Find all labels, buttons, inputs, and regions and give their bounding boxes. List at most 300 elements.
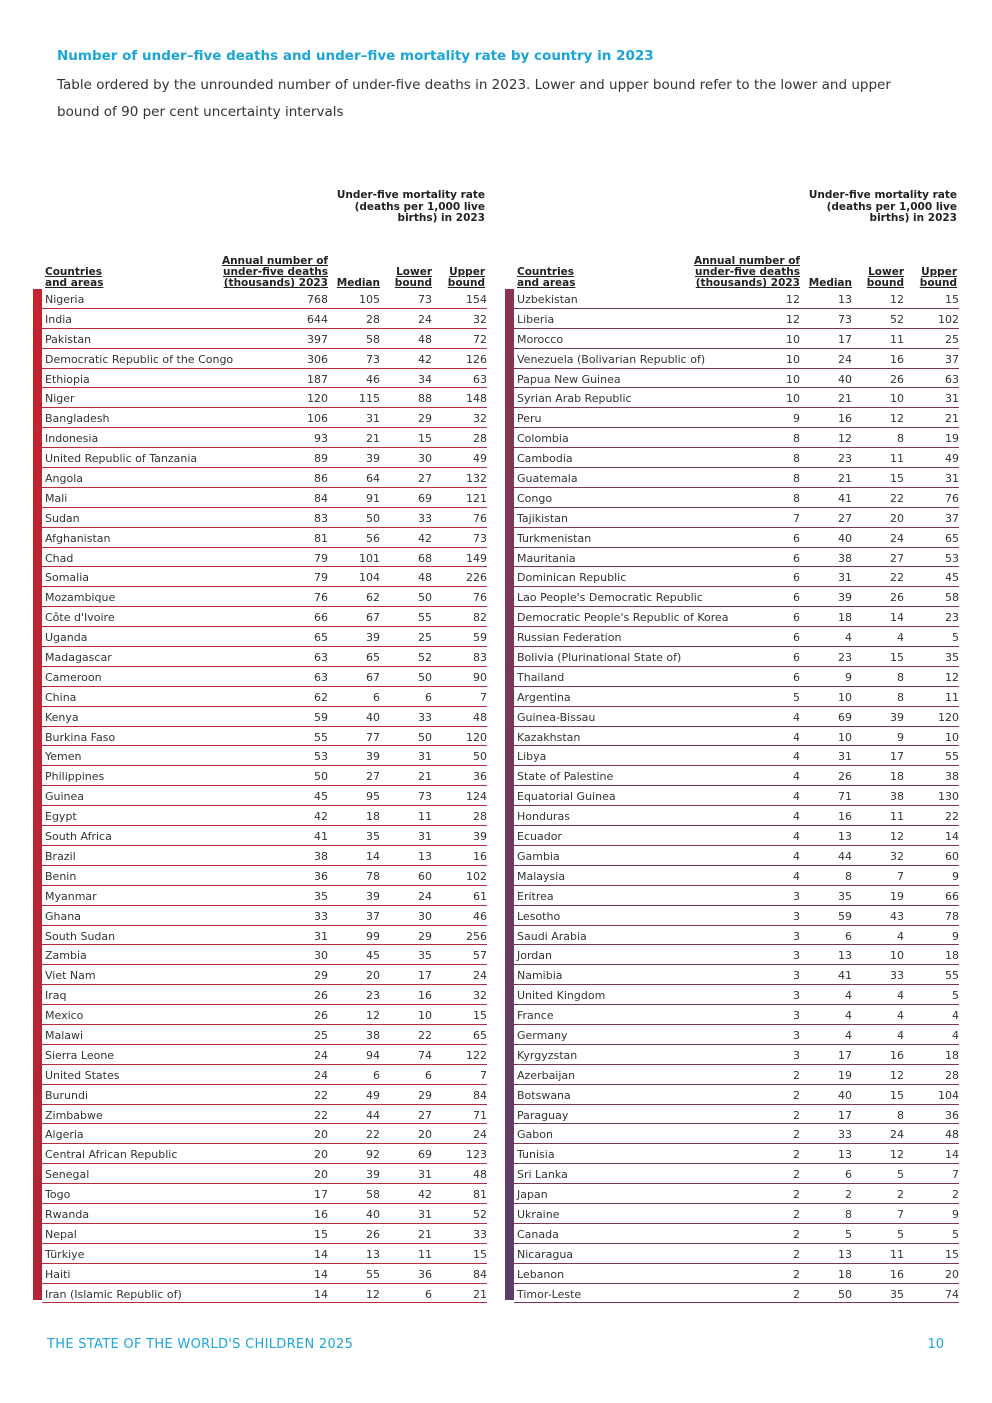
country-name: Lao People's Democratic Republic [517, 591, 703, 605]
table-row [514, 786, 959, 806]
median-value: 56 [366, 531, 380, 545]
upper-bound: 73 [473, 531, 487, 545]
annual-deaths: 93 [314, 432, 328, 446]
median-value: 39 [366, 452, 380, 466]
table-row [42, 786, 487, 806]
country-name: Morocco [517, 332, 564, 346]
upper-bound: 55 [945, 750, 959, 764]
table-row [514, 766, 959, 786]
country-name: Bolivia (Plurinational State of) [517, 651, 682, 665]
annual-deaths: 6 [793, 611, 800, 625]
country-name: Niger [45, 392, 75, 406]
country-name: Indonesia [45, 432, 99, 446]
table-row [42, 707, 487, 727]
header-country: Countries and areas [45, 266, 104, 289]
annual-deaths: 2 [793, 1168, 800, 1182]
upper-bound: 149 [466, 551, 487, 565]
lower-bound: 8 [897, 670, 904, 684]
median-value: 67 [366, 670, 380, 684]
lower-bound: 30 [418, 452, 432, 466]
table-row [42, 329, 487, 349]
table-row [514, 826, 959, 846]
median-value: 44 [366, 1108, 380, 1122]
table-row [42, 906, 487, 926]
upper-bound: 23 [945, 611, 959, 625]
lower-bound: 24 [418, 312, 432, 326]
table-row [42, 1124, 487, 1144]
table-row [514, 1025, 959, 1045]
upper-bound: 36 [945, 1108, 959, 1122]
table-row [514, 1085, 959, 1105]
lower-bound: 24 [890, 1128, 904, 1142]
upper-bound: 71 [473, 1108, 487, 1122]
upper-bound: 9 [952, 869, 959, 883]
country-name: Botswana [517, 1088, 571, 1102]
upper-bound: 76 [473, 511, 487, 525]
header-country: Countries and areas [517, 266, 576, 289]
lower-bound: 29 [418, 1088, 432, 1102]
lower-bound: 14 [890, 611, 904, 625]
annual-deaths: 36 [314, 869, 328, 883]
lower-bound: 35 [890, 1287, 904, 1301]
table-row [42, 567, 487, 587]
country-name: United Kingdom [517, 989, 606, 1003]
table-row [42, 1144, 487, 1164]
median-value: 23 [838, 651, 852, 665]
upper-bound: 83 [473, 651, 487, 665]
header-upper: Upper bound [447, 266, 485, 289]
lower-bound: 33 [890, 969, 904, 983]
upper-bound: 123 [466, 1148, 487, 1162]
country-name: Côte d'Ivoire [45, 611, 115, 625]
median-value: 13 [838, 1148, 852, 1162]
country-name: Japan [517, 1188, 548, 1202]
median-value: 41 [838, 969, 852, 983]
median-value: 39 [366, 631, 380, 645]
annual-deaths: 2 [793, 1207, 800, 1221]
annual-deaths: 16 [314, 1207, 328, 1221]
upper-bound: 90 [473, 670, 487, 684]
lower-bound: 15 [418, 432, 432, 446]
annual-deaths: 14 [314, 1267, 328, 1281]
annual-deaths: 2 [793, 1287, 800, 1301]
country-name: Turkmenistan [517, 531, 592, 545]
lower-bound: 60 [418, 869, 432, 883]
median-value: 4 [845, 989, 852, 1003]
table-row [514, 965, 959, 985]
median-value: 39 [838, 591, 852, 605]
annual-deaths: 20 [314, 1168, 328, 1182]
annual-deaths: 9 [793, 412, 800, 426]
country-name: Russian Federation [517, 631, 622, 645]
lower-bound: 8 [897, 690, 904, 704]
median-value: 45 [366, 949, 380, 963]
lower-bound: 19 [890, 889, 904, 903]
annual-deaths: 79 [314, 551, 328, 565]
upper-bound: 22 [945, 810, 959, 824]
annual-deaths: 10 [786, 392, 800, 406]
annual-deaths: 6 [793, 551, 800, 565]
upper-bound: 63 [945, 372, 959, 386]
table-row [514, 428, 959, 448]
upper-bound: 84 [473, 1088, 487, 1102]
median-value: 4 [845, 1028, 852, 1042]
median-value: 40 [838, 372, 852, 386]
annual-deaths: 20 [314, 1148, 328, 1162]
country-name: Paraguay [517, 1108, 569, 1122]
table-row [42, 1244, 487, 1264]
country-name: Liberia [517, 312, 555, 326]
table-row [514, 567, 959, 587]
upper-bound: 53 [945, 551, 959, 565]
upper-bound: 48 [945, 1128, 959, 1142]
annual-deaths: 63 [314, 651, 328, 665]
median-value: 58 [366, 1188, 380, 1202]
country-name: Ethiopia [45, 372, 90, 386]
upper-bound: 32 [473, 412, 487, 426]
country-name: Gabon [517, 1128, 553, 1142]
country-name: Saudi Arabia [517, 929, 587, 943]
lower-bound: 10 [418, 1009, 432, 1023]
lower-bound: 9 [897, 730, 904, 744]
median-value: 39 [366, 889, 380, 903]
median-value: 59 [838, 909, 852, 923]
median-value: 12 [366, 1009, 380, 1023]
annual-deaths: 6 [793, 591, 800, 605]
upper-bound: 154 [466, 293, 487, 306]
country-name: Burkina Faso [45, 730, 116, 744]
country-name: Sierra Leone [45, 1048, 115, 1062]
upper-bound: 76 [945, 491, 959, 505]
table-row [514, 945, 959, 965]
lower-bound: 43 [890, 909, 904, 923]
median-value: 20 [366, 969, 380, 983]
upper-bound: 21 [945, 412, 959, 426]
column-headers [505, 254, 960, 289]
median-value: 9 [845, 670, 852, 684]
upper-bound: 66 [945, 889, 959, 903]
median-value: 58 [366, 332, 380, 346]
lower-bound: 48 [418, 332, 432, 346]
column-headers [33, 254, 488, 289]
country-name: Argentina [517, 690, 571, 704]
annual-deaths: 768 [307, 293, 328, 306]
table-row [514, 806, 959, 826]
median-value: 4 [845, 1009, 852, 1023]
median-value: 18 [366, 810, 380, 824]
header-median: Median [336, 277, 380, 289]
lower-bound: 16 [418, 989, 432, 1003]
lower-bound: 12 [890, 1148, 904, 1162]
median-value: 26 [838, 770, 852, 784]
median-value: 10 [838, 690, 852, 704]
table-row [42, 468, 487, 488]
median-value: 31 [366, 412, 380, 426]
median-value: 95 [366, 790, 380, 804]
table-row [42, 746, 487, 766]
table-row [42, 448, 487, 468]
annual-deaths: 29 [314, 969, 328, 983]
annual-deaths: 2 [793, 1267, 800, 1281]
median-value: 17 [838, 1108, 852, 1122]
country-name: Jordan [517, 949, 552, 963]
country-name: Ukraine [517, 1207, 560, 1221]
upper-bound: 2 [952, 1188, 959, 1202]
annual-deaths: 12 [786, 312, 800, 326]
table-row [514, 508, 959, 528]
table-row [514, 627, 959, 647]
annual-deaths: 24 [314, 1068, 328, 1082]
table-row [514, 1164, 959, 1184]
median-value: 35 [838, 889, 852, 903]
country-name: Benin [45, 869, 77, 883]
upper-bound: 9 [952, 929, 959, 943]
upper-bound: 12 [945, 670, 959, 684]
lower-bound: 73 [418, 293, 432, 306]
table-row [514, 408, 959, 428]
lower-bound: 15 [890, 651, 904, 665]
upper-bound: 20 [945, 1267, 959, 1281]
upper-bound: 72 [473, 332, 487, 346]
upper-bound: 120 [938, 710, 959, 724]
median-value: 10 [838, 730, 852, 744]
annual-deaths: 6 [793, 631, 800, 645]
country-name: Yemen [45, 750, 82, 764]
annual-deaths: 26 [314, 1009, 328, 1023]
country-name: Azerbaijan [517, 1068, 576, 1082]
table-row [514, 846, 959, 866]
country-name: Bangladesh [45, 412, 110, 426]
annual-deaths: 63 [314, 670, 328, 684]
table-row [514, 746, 959, 766]
country-name: Kazakhstan [517, 730, 581, 744]
annual-deaths: 35 [314, 889, 328, 903]
median-value: 31 [838, 571, 852, 585]
table-body [514, 289, 959, 1303]
country-name: Uganda [45, 631, 88, 645]
upper-bound: 19 [945, 432, 959, 446]
annual-deaths: 26 [314, 989, 328, 1003]
upper-bound: 21 [473, 1287, 487, 1301]
lower-bound: 8 [897, 1108, 904, 1122]
annual-deaths: 25 [314, 1028, 328, 1042]
table-row [42, 548, 487, 568]
annual-deaths: 306 [307, 352, 328, 366]
annual-deaths: 5 [793, 690, 800, 704]
table-row [514, 309, 959, 329]
median-value: 26 [366, 1227, 380, 1241]
annual-deaths: 65 [314, 631, 328, 645]
annual-deaths: 10 [786, 352, 800, 366]
country-name: Chad [45, 551, 74, 565]
table-row [514, 548, 959, 568]
country-name: Lebanon [517, 1267, 565, 1281]
table-row [514, 886, 959, 906]
table-row [42, 309, 487, 329]
group-header: Under-five mortality rate (deaths per 1,000 live births) in 2023 [808, 189, 957, 224]
lower-bound: 4 [897, 631, 904, 645]
country-name: Haiti [45, 1267, 71, 1281]
country-name: Ghana [45, 909, 81, 923]
lower-bound: 42 [418, 1188, 432, 1202]
country-name: Venezuela (Bolivarian Republic of) [517, 352, 706, 366]
median-value: 13 [838, 830, 852, 844]
annual-deaths: 644 [307, 312, 328, 326]
table-row [42, 647, 487, 667]
country-name: Senegal [45, 1168, 90, 1182]
table-row [42, 627, 487, 647]
country-name: Tunisia [517, 1148, 555, 1162]
country-name: Mali [45, 491, 68, 505]
lower-bound: 35 [418, 949, 432, 963]
table-row [514, 1204, 959, 1224]
table-row [42, 1204, 487, 1224]
country-name: Dominican Republic [517, 571, 627, 585]
table-row [514, 926, 959, 946]
lower-bound: 7 [897, 869, 904, 883]
annual-deaths: 2 [793, 1148, 800, 1162]
table-body [42, 289, 487, 1303]
lower-bound: 55 [418, 611, 432, 625]
annual-deaths: 24 [314, 1048, 328, 1062]
table-row [42, 369, 487, 389]
upper-bound: 31 [945, 472, 959, 486]
annual-deaths: 20 [314, 1128, 328, 1142]
annual-deaths: 120 [307, 392, 328, 406]
table-row [514, 1264, 959, 1284]
lower-bound: 20 [890, 511, 904, 525]
median-value: 91 [366, 491, 380, 505]
upper-bound: 76 [473, 591, 487, 605]
table-row [514, 1224, 959, 1244]
median-value: 6 [845, 929, 852, 943]
lower-bound: 18 [890, 770, 904, 784]
country-name: South Sudan [45, 929, 116, 943]
country-name: Rwanda [45, 1207, 90, 1221]
lower-bound: 68 [418, 551, 432, 565]
upper-bound: 9 [952, 1207, 959, 1221]
median-value: 21 [838, 472, 852, 486]
lower-bound: 29 [418, 412, 432, 426]
median-value: 78 [366, 869, 380, 883]
annual-deaths: 3 [793, 1009, 800, 1023]
median-value: 17 [838, 1048, 852, 1062]
group-header: Under-five mortality rate (deaths per 1,000 live births) in 2023 [336, 189, 485, 224]
lower-bound: 12 [890, 1068, 904, 1082]
upper-bound: 61 [473, 889, 487, 903]
table-row [514, 1105, 959, 1125]
table-row [42, 408, 487, 428]
upper-bound: 4 [952, 1009, 959, 1023]
median-value: 8 [845, 1207, 852, 1221]
lower-bound: 31 [418, 830, 432, 844]
country-name: Mauritania [517, 551, 576, 565]
upper-bound: 49 [473, 452, 487, 466]
annual-deaths: 106 [307, 412, 328, 426]
country-name: Angola [45, 472, 84, 486]
upper-bound: 45 [945, 571, 959, 585]
median-value: 44 [838, 849, 852, 863]
upper-bound: 84 [473, 1267, 487, 1281]
table-row [514, 289, 959, 309]
annual-deaths: 4 [793, 750, 800, 764]
upper-bound: 104 [938, 1088, 959, 1102]
table-row [514, 1144, 959, 1164]
country-name: Thailand [517, 670, 565, 684]
country-name: Guinea [45, 790, 85, 804]
upper-bound: 11 [945, 690, 959, 704]
median-value: 28 [366, 312, 380, 326]
annual-deaths: 22 [314, 1108, 328, 1122]
annual-deaths: 8 [793, 472, 800, 486]
header-median: Median [808, 277, 852, 289]
page-title: Number of under–five deaths and under–five mortality rate by country in 2023 [57, 48, 654, 64]
upper-bound: 120 [466, 730, 487, 744]
table-row [514, 1065, 959, 1085]
country-name: Brazil [45, 849, 76, 863]
table-row [514, 667, 959, 687]
median-value: 39 [366, 750, 380, 764]
lower-bound: 11 [890, 452, 904, 466]
lower-bound: 4 [897, 1009, 904, 1023]
upper-bound: 36 [473, 770, 487, 784]
annual-deaths: 6 [793, 670, 800, 684]
table-row [42, 1105, 487, 1125]
annual-deaths: 55 [314, 730, 328, 744]
table-row [42, 945, 487, 965]
lower-bound: 42 [418, 531, 432, 545]
median-value: 8 [845, 869, 852, 883]
country-name: Zambia [45, 949, 87, 963]
table-row [42, 1224, 487, 1244]
upper-bound: 148 [466, 392, 487, 406]
annual-deaths: 14 [314, 1287, 328, 1301]
table-description: Table ordered by the unrounded number of under-five deaths in 2023. Lower and upper bound refer to the lower and upper bound of 90 per cent uncertainty intervals [57, 77, 891, 120]
upper-bound: 78 [945, 909, 959, 923]
country-name: Nicaragua [517, 1247, 574, 1261]
lower-bound: 21 [418, 770, 432, 784]
lower-bound: 15 [890, 472, 904, 486]
median-value: 46 [366, 372, 380, 386]
lower-bound: 5 [897, 1227, 904, 1241]
median-value: 99 [366, 929, 380, 943]
lower-bound: 25 [418, 631, 432, 645]
annual-deaths: 2 [793, 1128, 800, 1142]
lower-bound: 27 [418, 472, 432, 486]
lower-bound: 22 [890, 491, 904, 505]
annual-deaths: 81 [314, 531, 328, 545]
upper-bound: 28 [473, 432, 487, 446]
annual-deaths: 17 [314, 1188, 328, 1202]
median-value: 77 [366, 730, 380, 744]
upper-bound: 65 [945, 531, 959, 545]
annual-deaths: 22 [314, 1088, 328, 1102]
upper-bound: 65 [473, 1028, 487, 1042]
median-value: 21 [366, 432, 380, 446]
country-name: Syrian Arab Republic [517, 392, 632, 406]
lower-bound: 7 [897, 1207, 904, 1221]
table-row [514, 1244, 959, 1264]
lower-bound: 39 [890, 710, 904, 724]
annual-deaths: 8 [793, 432, 800, 446]
country-name: Namibia [517, 969, 563, 983]
publication-title: THE STATE OF THE WORLD'S CHILDREN 2025 [47, 1337, 354, 1352]
table-row [514, 985, 959, 1005]
table-row [42, 766, 487, 786]
annual-deaths: 2 [793, 1227, 800, 1241]
annual-deaths: 397 [307, 332, 328, 346]
median-value: 14 [366, 849, 380, 863]
